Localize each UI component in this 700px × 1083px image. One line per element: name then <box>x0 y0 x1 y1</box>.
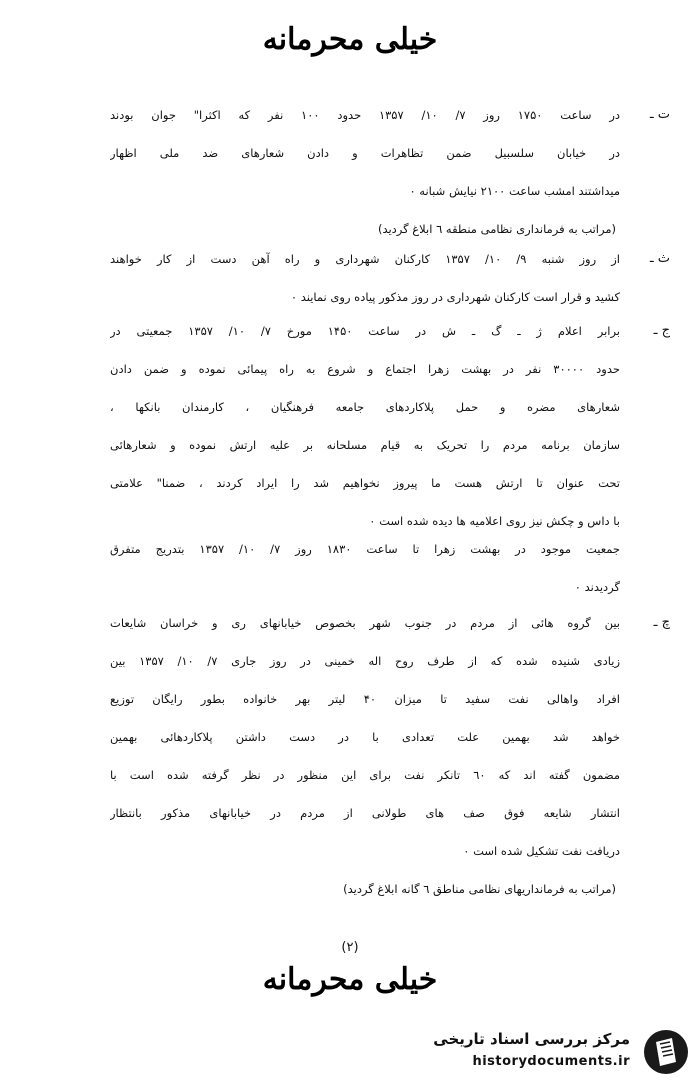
text-line: گردیدند ۰ <box>574 580 620 594</box>
text-line: مضمون گفته اند که ٦۰ تانکر نفت برای این منظور در نظر گرفته شده است با <box>110 768 620 782</box>
text-line: خواهد شد بهمین علت تعدادی با در دست داشتن پلاکاردهائی بهمین <box>110 730 620 744</box>
dispatch-note: (مراتب به فرمانداری نظامی منطقه ٦ ابلاغ گردید) <box>377 222 616 236</box>
section-ta <box>70 96 670 246</box>
section-body <box>110 240 620 316</box>
text-line: کشید و قرار است کارکنان شهرداری در روز مذکور پیاده روی نمایند ۰ <box>290 290 620 304</box>
text-line: دریافت نفت تشکیل شده است ۰ <box>463 844 620 858</box>
text-line: میداشتند امشب ساعت ۲۱۰۰ نیایش شبانه ۰ <box>409 184 620 198</box>
archive-logo-icon <box>642 1028 690 1076</box>
text-line: زیادی شنیده شده که از طرف روح اله خمینی در روز جاری ۷/ ۱۰/ ۱۳۵۷ بین <box>110 654 620 668</box>
section-continuation <box>70 530 670 606</box>
archive-watermark <box>410 1028 690 1076</box>
text-line: بین گروه هائی از مردم در جنوب شهر بخصوص خیابانهای ری و خراسان شایعات <box>110 616 620 630</box>
text-line: جمعیت موجود در بهشت زهرا تا ساعت ۱۸۳۰ روز ۷/ ۱۰/ ۱۳۵۷ بتدریج متفرق <box>110 542 620 556</box>
section-marker: ت ـ <box>649 107 670 122</box>
page-number: (۲) <box>341 940 359 955</box>
section-che <box>70 604 670 908</box>
text-line: در خیابان سلسبیل ضمن تظاهرات و دادن شعارهای ضد ملی اظهار <box>110 146 620 160</box>
section-body <box>110 96 620 248</box>
archive-url: historydocuments.ir <box>472 1054 630 1069</box>
section-body <box>110 604 620 908</box>
text-line: انتشار شایعه فوق صف های طولانی از مردم در خیابانهای مذکور بانتظار <box>110 806 620 820</box>
section-jim <box>70 312 670 540</box>
text-line: شعارهای مضره و حمل پلاکاردهای جامعه فرهنگیان ، کارمندان بانکها ، <box>110 400 620 414</box>
classification-header: خیلی محرمانه <box>262 22 438 57</box>
section-body <box>110 312 620 540</box>
section-marker: ج ـ <box>653 323 670 338</box>
text-line: تحت عنوان تا ارتش هست ما پیروز نخواهیم شد را ایراد کردند ، ضمنا" علامتی <box>110 476 620 490</box>
text-line: با داس و چکش نیز روی اعلامیه ها دیده شده است ۰ <box>369 514 620 528</box>
section-marker: چ ـ <box>653 615 670 630</box>
section-tha <box>70 240 670 316</box>
dispatch-note: (مراتب به فرمانداریهای نظامی مناطق ٦ گانه ابلاغ گردید) <box>343 882 616 896</box>
text-line: سازمان برنامه مردم را تحریک به قیام مسلحانه بر علیه ارتش نموده و شعارهائی <box>110 438 620 452</box>
classification-footer: خیلی محرمانه <box>262 962 438 997</box>
section-marker: ث ـ <box>649 251 670 266</box>
section-body <box>110 530 620 606</box>
text-line: در ساعت ۱۷۵۰ روز ۷/ ۱۰/ ۱۳۵۷ حدود ۱۰۰ نفر که اکثرا" جوان بودند <box>110 108 620 122</box>
text-line: حدود ۳۰۰۰۰ نفر در بهشت زهرا اجتماع و شروع به راه پیمائی نموده و ضمن دادن <box>110 362 620 376</box>
text-line: از روز شنبه ۹/ ۱۰/ ۱۳۵۷ کارکنان شهرداری و راه آهن دست از کار خواهند <box>110 252 620 266</box>
text-line: برابر اعلام ژ ـ گ ـ ش در ساعت ۱۴۵۰ مورخ ۷/ ۱۰/ ۱۳۵۷ جمعیتی در <box>110 324 620 338</box>
text-line: افراد واهالی نفت سفید تا میزان ۴۰ لیتر بهر خانواده بطور رایگان توزیع <box>110 692 620 706</box>
archive-title: مرکز بررسی اسناد تاریخی <box>433 1030 630 1048</box>
